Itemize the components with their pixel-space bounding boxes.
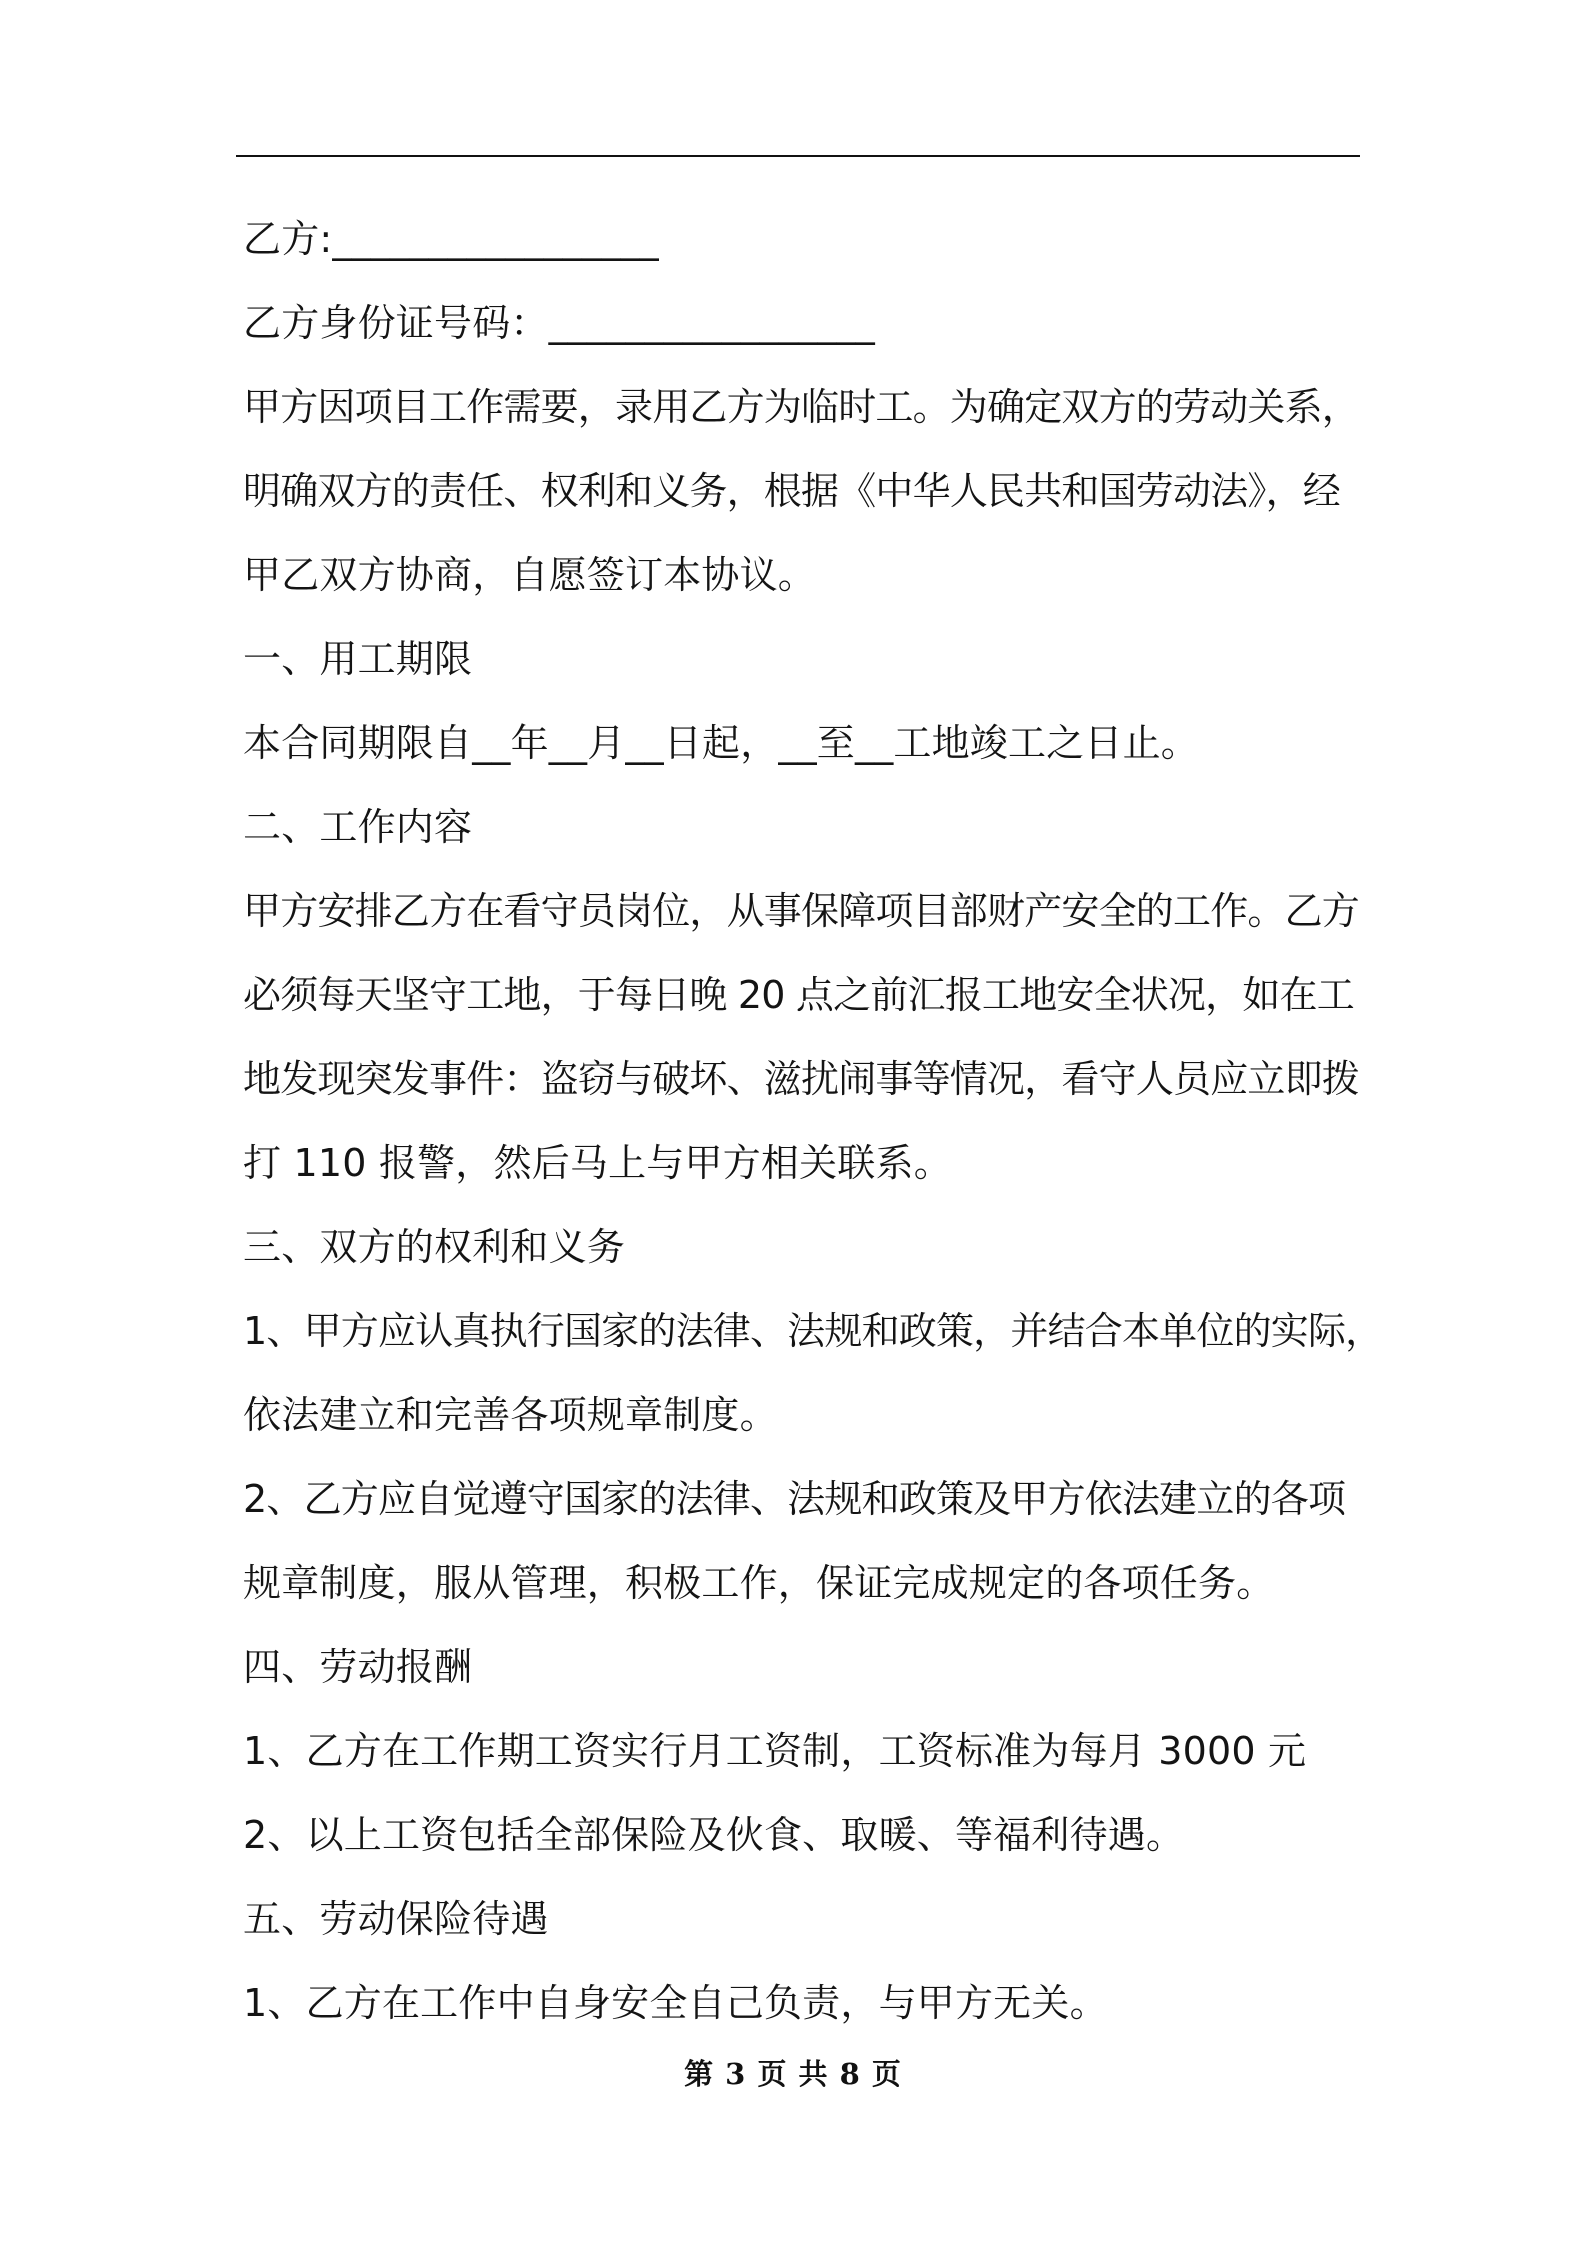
party-b-id-line: 乙方身份证号码：_________________	[243, 301, 876, 345]
section-heading-insurance: 五、劳动保险待遇	[243, 1897, 549, 1941]
pay-paragraph-line: 1、乙方在工作期工资实行月工资制，工资标准为每月 3000 元	[243, 1729, 1307, 1773]
rights-paragraph-line: 1、甲方应认真执行国家的法律、法规和政策，并结合本单位的实际，	[243, 1309, 1383, 1353]
intro-paragraph-line: 明确双方的责任、权利和义务，根据《中华人民共和国劳动法》，经	[243, 469, 1341, 513]
work-paragraph-line: 甲方安排乙方在看守员岗位，从事保障项目部财产安全的工作。乙方	[243, 889, 1360, 933]
section-heading-work: 二、工作内容	[243, 805, 473, 849]
work-paragraph-line: 打 110 报警，然后马上与甲方相关联系。	[243, 1141, 952, 1185]
document-body	[243, 197, 1383, 2045]
term-paragraph-line: 本合同期限自__年__月__日起，__至__工地竣工之日止。	[243, 721, 1200, 765]
pay-paragraph-line: 2、以上工资包括全部保险及伙食、取暖、等福利待遇。	[243, 1813, 1185, 1857]
section-heading-term: 一、用工期限	[243, 637, 473, 681]
rights-paragraph-line: 2、乙方应自觉遵守国家的法律、法规和政策及甲方依法建立的各项	[243, 1477, 1346, 1521]
page-number: 第 3 页 共 8 页	[684, 2057, 902, 2091]
rights-paragraph-line: 依法建立和完善各项规章制度。	[243, 1393, 778, 1437]
intro-paragraph-line: 甲方因项目工作需要，录用乙方为临时工。为确定双方的劳动关系，	[243, 385, 1360, 429]
party-b-name-line: 乙方:_________________	[243, 217, 659, 261]
insurance-paragraph-line: 1、乙方在工作中自身安全自己负责，与甲方无关。	[243, 1981, 1108, 2025]
section-heading-rights: 三、双方的权利和义务	[243, 1225, 626, 1269]
intro-paragraph-line: 甲乙双方协商，自愿签订本协议。	[243, 553, 817, 597]
work-paragraph-line: 必须每天坚守工地，于每日晚 20 点之前汇报工地安全状况，如在工	[243, 973, 1354, 1017]
section-heading-pay: 四、劳动报酬	[243, 1645, 473, 1689]
work-paragraph-line: 地发现突发事件：盗窃与破坏、滋扰闹事等情况，看守人员应立即拨	[243, 1057, 1360, 1101]
header-rule	[236, 155, 1360, 157]
rights-paragraph-line: 规章制度，服从管理，积极工作，保证完成规定的各项任务。	[243, 1561, 1275, 1605]
